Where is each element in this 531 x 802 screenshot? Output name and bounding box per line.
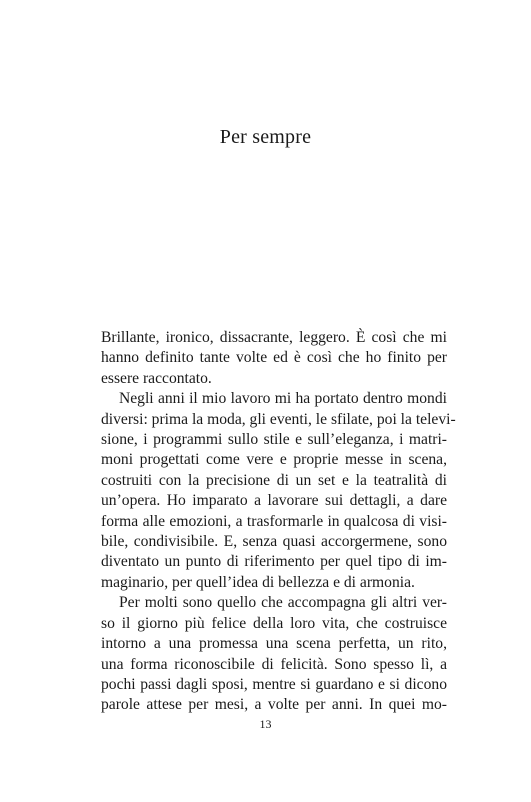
text-line: un’opera. Ho imparato a lavorare sui dettagli, a dare bbox=[101, 492, 447, 510]
text-line: pochi passi dagli sposi, mentre si guardano e si dicono bbox=[101, 675, 447, 693]
text-line: hanno definito tante volte ed è così che ho finito per bbox=[101, 349, 447, 367]
text-line: una forma riconoscibile di felicità. Sono spesso lì, a bbox=[101, 655, 447, 673]
text-line: costruiti con la precisione di un set e la teatralità di bbox=[101, 471, 447, 489]
text-line: essere raccontato. bbox=[101, 369, 212, 387]
text-line: sione, i programmi sullo stile e sull’eleganza, i matri- bbox=[101, 431, 447, 449]
text-line: moni progettati come vere e proprie messe in scena, bbox=[101, 451, 447, 469]
page-number: 13 bbox=[259, 717, 272, 731]
text-line: Negli anni il mio lavoro mi ha portato dentro mondi bbox=[119, 390, 447, 408]
text-line: Brillante, ironico, dissacrante, leggero. È così che mi bbox=[101, 329, 447, 346]
text-line: parole attese per mesi, a volte per anni. In quei mo- bbox=[101, 696, 447, 714]
text-line: diversi: prima la moda, gli eventi, le sfilate, poi la televi- bbox=[101, 410, 456, 428]
chapter-title: Per sempre bbox=[219, 126, 312, 148]
text-line: forma alle emozioni, a trasformarle in qualcosa di visi- bbox=[101, 512, 447, 530]
body-text bbox=[101, 328, 456, 716]
text-line: intorno a una promessa una scena perfetta, un rito, bbox=[101, 635, 447, 653]
text-line: bile, condivisibile. E, senza quasi accorgermene, sono bbox=[101, 533, 447, 551]
text-line: Per molti sono quello che accompagna gli altri ver- bbox=[119, 594, 447, 612]
text-line: so il giorno più felice della loro vita, che costruisce bbox=[101, 614, 447, 632]
text-line: maginario, per quell’idea di bellezza e di armonia. bbox=[101, 573, 415, 591]
text-line: diventato un punto di riferimento per quel tipo di im- bbox=[101, 553, 447, 571]
